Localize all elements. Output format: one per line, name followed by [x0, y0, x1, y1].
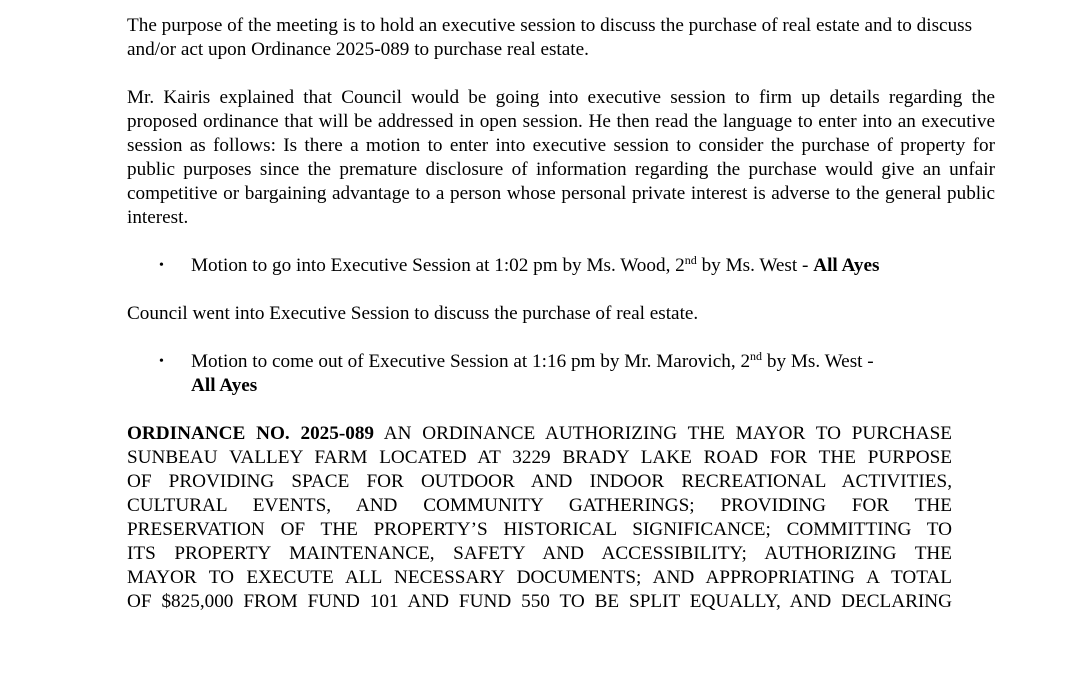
purpose-paragraph: The purpose of the meeting is to hold an executive session to discuss the purchase of real estate and to discuss and/or act upon Ordinance 2025-089 to purchase real estate.	[127, 15, 973, 60]
ordinance-line-1	[127, 422, 952, 446]
motion-result: All Ayes	[813, 255, 880, 276]
ordinance-line-8: OF $825,000 FROM FUND 101 AND FUND 550 TO BE SPLIT EQUALLY, AND DECLARING	[127, 591, 952, 612]
council-went-paragraph: Council went into Executive Session to discuss the purchase of real estate.	[127, 303, 699, 324]
motion-text-second: by Ms. West -	[696, 255, 814, 276]
ordinance-line-4: CULTURAL EVENTS, AND COMMUNITY GATHERINGS; PROVIDING FOR THE	[127, 495, 952, 516]
motion-result: All Ayes	[191, 375, 258, 396]
motion-text-second: by Ms. West -	[762, 351, 874, 372]
ordinance-paragraph	[127, 422, 952, 614]
ordinal-suffix: nd	[750, 349, 763, 363]
ordinance-label: ORDINANCE NO. 2025-089	[127, 423, 375, 444]
kairis-paragraph: Mr. Kairis explained that Council would be going into executive session to firm up details regarding the proposed ordinance that will be addressed in open session. He then read the language to enter into an executive session as follows: Is there a motion to enter into executive session to consider the purchase of property for public purposes since the premature disclosure of information regarding the purchase would give an unfair competitive or bargaining advantage to a person whose personal private interest is adverse to the general public interest.	[127, 87, 995, 228]
ordinance-line-6: ITS PROPERTY MAINTENANCE, SAFETY AND ACCESSIBILITY; AUTHORIZING THE	[127, 543, 952, 564]
ordinance-line-1-text: AN ORDINANCE AUTHORIZING THE MAYOR TO PURCHASE	[374, 423, 952, 444]
motion-text: Motion to go into Executive Session at 1:02 pm by Ms. Wood, 2	[191, 255, 685, 276]
motion-text: Motion to come out of Executive Session at 1:16 pm by Mr. Marovich, 2	[191, 351, 751, 372]
ordinal-suffix: nd	[684, 253, 697, 267]
motion-item-1	[127, 254, 911, 278]
ordinance-line-7: MAYOR TO EXECUTE ALL NECESSARY DOCUMENTS; AND APPROPRIATING A TOTAL	[127, 567, 952, 588]
document-page	[127, 14, 995, 614]
ordinance-line-5: PRESERVATION OF THE PROPERTY’S HISTORICAL SIGNIFICANCE; COMMITTING TO	[127, 519, 952, 540]
motion-item-2	[127, 350, 951, 398]
bullet-icon: •	[159, 258, 164, 273]
bullet-icon: •	[159, 354, 164, 369]
ordinance-line-2: SUNBEAU VALLEY FARM LOCATED AT 3229 BRADY LAKE ROAD FOR THE PURPOSE	[127, 447, 952, 468]
ordinance-line-3: OF PROVIDING SPACE FOR OUTDOOR AND INDOOR RECREATIONAL ACTIVITIES,	[127, 471, 952, 492]
